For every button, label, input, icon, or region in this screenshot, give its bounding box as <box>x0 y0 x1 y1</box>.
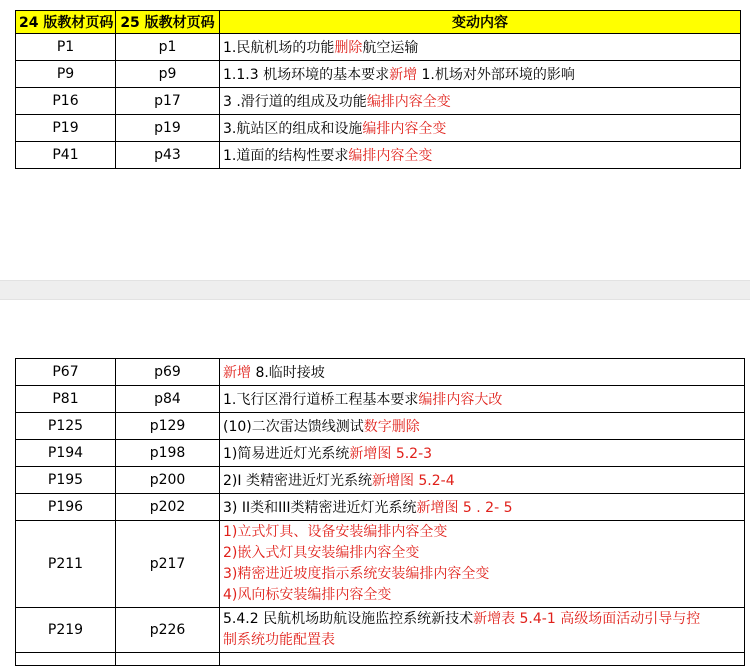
new-page: p17 <box>116 88 220 115</box>
old-page: P195 <box>16 467 116 494</box>
table-row <box>16 61 741 88</box>
new-page: p9 <box>116 61 220 88</box>
change-line: 1)立式灯具、设备安装编排内容全变 <box>223 524 448 540</box>
changes-table-bottom <box>15 358 745 666</box>
old-page: P16 <box>16 88 116 115</box>
old-page: P196 <box>16 494 116 521</box>
change-highlight: 新增图 5 . 2- 5 <box>416 500 513 516</box>
change-text <box>220 115 741 142</box>
change-line: 3)精密进近坡度指示系统安装编排内容全变 <box>223 566 490 582</box>
change-desc: 3.航站区的组成和设施 <box>223 121 363 137</box>
change-line: 2)嵌入式灯具安装编排内容全变 <box>223 545 420 561</box>
change-highlight: 编排内容全变 <box>362 121 447 137</box>
changes-table-top <box>15 10 741 169</box>
change-highlight: 新增表 5.4-1 高级场面活动引导与控 <box>473 611 701 627</box>
table-row <box>16 115 741 142</box>
change-text <box>220 494 745 521</box>
change-desc: 1)简易进近灯光系统 <box>223 446 350 462</box>
table-row <box>16 440 745 467</box>
change-highlight: 编排内容全变 <box>348 148 433 164</box>
old-page: P211 <box>16 521 116 608</box>
change-desc: 1.飞行区滑行道桥工程基本要求 <box>223 392 419 408</box>
new-page: p202 <box>116 494 220 521</box>
change-desc: 3 .滑行道的组成及功能 <box>223 94 367 110</box>
table-row <box>16 413 745 440</box>
change-highlight: 新增图 5.2-4 <box>371 473 455 489</box>
change-highlight: 新增 <box>389 67 418 83</box>
new-page: p84 <box>116 386 220 413</box>
change-text <box>220 34 741 61</box>
change-text <box>220 61 741 88</box>
old-page: P1 <box>16 34 116 61</box>
old-page: P81 <box>16 386 116 413</box>
change-text <box>220 386 745 413</box>
new-page: p200 <box>116 467 220 494</box>
old-page: P9 <box>16 61 116 88</box>
change-desc: 5.4.2 民航机场助航设施监控系统新技术 <box>223 611 474 627</box>
new-page: p69 <box>116 359 220 386</box>
change-text <box>220 88 741 115</box>
change-highlight: 新增 <box>223 365 251 381</box>
change-desc: 8.临时接坡 <box>251 365 325 381</box>
change-tail: 航空运输 <box>362 40 419 56</box>
change-desc: (10)二次雷达馈线测试 <box>223 419 364 435</box>
change-desc: 3) II类和III类精密进近灯光系统 <box>223 500 417 516</box>
table-row <box>16 467 745 494</box>
new-page: p129 <box>116 413 220 440</box>
header-new-page: 25 版教材页码 <box>116 11 220 34</box>
change-desc: 2)I 类精密进近灯光系统 <box>223 473 372 489</box>
header-changes: 变动内容 <box>220 11 741 34</box>
change-text <box>220 359 745 386</box>
change-text <box>220 440 745 467</box>
change-text <box>220 608 745 653</box>
table-row <box>16 608 745 653</box>
change-text <box>220 413 745 440</box>
new-page: p1 <box>116 34 220 61</box>
change-highlight: 删除 <box>334 40 363 56</box>
new-page: p19 <box>116 115 220 142</box>
old-page: P194 <box>16 440 116 467</box>
change-desc: 1.道面的结构性要求 <box>223 148 349 164</box>
header-old-page: 24 版教材页码 <box>16 11 116 34</box>
old-page: P67 <box>16 359 116 386</box>
change-desc: 1.民航机场的功能 <box>223 40 335 56</box>
table-row <box>16 494 745 521</box>
change-highlight: 制系统功能配置表 <box>223 632 335 648</box>
change-text <box>220 521 745 608</box>
old-page: P19 <box>16 115 116 142</box>
old-page: P125 <box>16 413 116 440</box>
old-page: P41 <box>16 142 116 169</box>
table-row <box>16 386 745 413</box>
change-highlight: 编排内容大改 <box>418 392 503 408</box>
change-desc: 1.1.3 机场环境的基本要求 <box>223 67 390 83</box>
table-row <box>16 88 741 115</box>
new-page: p217 <box>116 521 220 608</box>
change-tail: 1.机场对外部环境的影响 <box>417 67 575 83</box>
new-page: p198 <box>116 440 220 467</box>
table-row <box>16 142 741 169</box>
table-row <box>16 359 745 386</box>
new-page: p43 <box>116 142 220 169</box>
change-line: 4)风向标安装编排内容全变 <box>223 587 392 603</box>
old-page: P219 <box>16 608 116 653</box>
page-divider <box>0 280 750 300</box>
change-text <box>220 467 745 494</box>
table-row <box>16 34 741 61</box>
change-highlight: 编排内容全变 <box>366 94 451 110</box>
new-page: p226 <box>116 608 220 653</box>
change-text <box>220 142 741 169</box>
change-highlight: 数字删除 <box>363 419 420 435</box>
change-highlight: 新增图 5.2-3 <box>349 446 433 462</box>
table-header-row <box>16 11 741 34</box>
table-row <box>16 521 745 608</box>
